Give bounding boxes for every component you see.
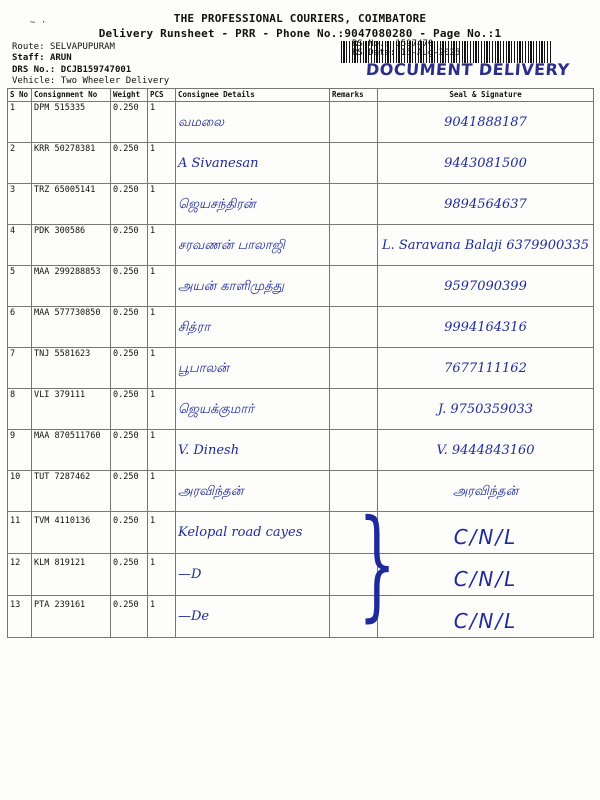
cell-consignment-no: TVM 4110136	[32, 512, 111, 554]
cell-consignment-no: TNJ 5581623	[32, 348, 111, 389]
cell-pcs: 1	[148, 307, 176, 348]
cell-pcs: 1	[148, 102, 176, 143]
drs-line	[12, 65, 131, 75]
cell-consignee	[176, 471, 330, 512]
cell-remarks	[330, 348, 378, 389]
cell-consignment-no: MAA 299288853	[32, 266, 111, 307]
cell-signature	[378, 348, 594, 389]
cell-sno: 3	[8, 184, 32, 225]
cell-consignment-no: DPM 515335	[32, 102, 111, 143]
table-header-row	[8, 89, 594, 102]
cell-consignee	[176, 143, 330, 184]
cell-consignment-no: KLM 819121	[32, 554, 111, 596]
cell-sno: 13	[8, 596, 32, 638]
table-row	[8, 143, 594, 184]
cell-remarks	[330, 430, 378, 471]
cell-signature	[378, 266, 594, 307]
cell-weight: 0.250	[111, 102, 148, 143]
cell-signature	[378, 389, 594, 430]
cell-weight: 0.250	[111, 184, 148, 225]
handwritten-consignee: அயன் காளிமுத்து	[178, 279, 284, 294]
cell-consignee	[176, 225, 330, 266]
table-row	[8, 184, 594, 225]
cell-pcs: 1	[148, 143, 176, 184]
handwritten-signature: 9894564637	[444, 197, 527, 212]
cell-pcs: 1	[148, 184, 176, 225]
handwritten-signature: J. 9750359033	[437, 402, 534, 417]
cell-signature	[378, 307, 594, 348]
table-row	[8, 102, 594, 143]
table-row	[8, 512, 594, 554]
cell-sno: 1	[8, 102, 32, 143]
cell-pcs: 1	[148, 225, 176, 266]
route-line	[12, 42, 115, 52]
table-row	[8, 389, 594, 430]
handwritten-consignee: Kelopal road cayes	[178, 525, 303, 540]
cell-signature	[378, 554, 594, 596]
cell-remarks	[330, 102, 378, 143]
handwritten-consignee: ஜெயசந்திரன்	[178, 197, 256, 212]
cell-signature	[378, 471, 594, 512]
cell-weight: 0.250	[111, 430, 148, 471]
route-label: Route:	[12, 42, 45, 52]
cell-weight: 0.250	[111, 225, 148, 266]
col-remarks: Remarks	[330, 89, 378, 102]
cell-pcs: 1	[148, 596, 176, 638]
drs-label: DRS No.:	[12, 65, 56, 75]
handwritten-consignee: அரவிந்தன்	[178, 484, 244, 499]
cell-consignee	[176, 512, 330, 554]
handwritten-signature: C/N/L	[453, 525, 518, 549]
col-consignee: Consignee Details	[176, 89, 330, 102]
handwritten-consignee: —D	[178, 567, 202, 582]
table-row	[8, 266, 594, 307]
col-seal-signature: Seal & Signature	[378, 89, 594, 102]
handwritten-consignee: —De	[178, 609, 210, 624]
rs-no-label: RS No.:	[352, 39, 390, 49]
cell-weight: 0.250	[111, 348, 148, 389]
rs-no-value: 1597470	[395, 39, 434, 49]
handwritten-signature: C/N/L	[453, 609, 518, 633]
table-row	[8, 471, 594, 512]
handwritten-signature: V. 9444843160	[436, 443, 535, 458]
handwritten-consignee: ஜெயக்குமார்	[178, 402, 254, 417]
cell-sno: 12	[8, 554, 32, 596]
cell-sno: 9	[8, 430, 32, 471]
handwritten-consignee: A Sivanesan	[178, 156, 259, 171]
handwritten-signature: 7677111162	[444, 361, 527, 376]
handwritten-signature: L. Saravana Balaji 6379900335	[381, 238, 590, 253]
cell-remarks	[330, 266, 378, 307]
table-row	[8, 430, 594, 471]
table-row	[8, 596, 594, 638]
cell-remarks	[330, 389, 378, 430]
cell-sno: 6	[8, 307, 32, 348]
cell-consignee	[176, 102, 330, 143]
staff-value: ARUN	[49, 53, 72, 63]
handwritten-signature: C/N/L	[453, 567, 518, 591]
cell-sno: 10	[8, 471, 32, 512]
cell-consignment-no: MAA 577730850	[32, 307, 111, 348]
cell-sno: 2	[8, 143, 32, 184]
cell-sno: 4	[8, 225, 32, 266]
handwritten-signature: அரவிந்தன்	[452, 484, 519, 499]
rs-date-label: RS Date:	[352, 48, 396, 58]
cell-consignee	[176, 348, 330, 389]
cell-consignment-no: PTA 239161	[32, 596, 111, 638]
rs-date-line	[352, 48, 460, 58]
cell-weight: 0.250	[111, 266, 148, 307]
vehicle-line	[12, 76, 169, 86]
cell-remarks	[330, 184, 378, 225]
cell-consignment-no: TRZ 65005141	[32, 184, 111, 225]
cell-consignment-no: TUT 7287462	[32, 471, 111, 512]
document-delivery-stamp: DOCUMENT DELIVERY	[365, 60, 571, 79]
col-pcs: PCS	[148, 89, 176, 102]
cell-weight: 0.250	[111, 471, 148, 512]
col-weight: Weight	[111, 89, 148, 102]
cell-pcs: 1	[148, 554, 176, 596]
cell-consignee	[176, 266, 330, 307]
cell-weight: 0.250	[111, 512, 148, 554]
cell-remarks	[330, 307, 378, 348]
cell-consignee	[176, 184, 330, 225]
cell-signature	[378, 596, 594, 638]
col-sno: S No	[8, 89, 32, 102]
curly-brace-mark: }	[358, 495, 397, 634]
col-consignment: Consignment No	[32, 89, 111, 102]
cell-weight: 0.250	[111, 389, 148, 430]
cell-consignee	[176, 389, 330, 430]
corner-mark: ~ ·	[30, 18, 47, 28]
cell-weight: 0.250	[111, 307, 148, 348]
handwritten-signature: 9994164316	[444, 320, 527, 335]
cell-consignment-no: PDK 300586	[32, 225, 111, 266]
cell-consignee	[176, 554, 330, 596]
staff-line	[12, 53, 72, 63]
cell-sno: 5	[8, 266, 32, 307]
handwritten-consignee: சரவணன் பாலாஜி	[178, 238, 285, 253]
route-value: SELVAPUPURAM	[49, 42, 115, 52]
cell-consignee	[176, 307, 330, 348]
cell-sno: 7	[8, 348, 32, 389]
cell-weight: 0.250	[111, 554, 148, 596]
cell-consignment-no: VLI 379111	[32, 389, 111, 430]
vehicle-label: Vehicle:	[12, 76, 56, 86]
table-row	[8, 348, 594, 389]
cell-pcs: 1	[148, 430, 176, 471]
handwritten-signature: 9443081500	[444, 156, 527, 171]
cell-sno: 11	[8, 512, 32, 554]
handwritten-consignee: வமலை	[178, 115, 224, 130]
cell-pcs: 1	[148, 471, 176, 512]
cell-signature	[378, 143, 594, 184]
cell-pcs: 1	[148, 266, 176, 307]
cell-remarks	[330, 143, 378, 184]
cell-consignment-no: MAA 870511760	[32, 430, 111, 471]
staff-label: Staff:	[12, 53, 45, 63]
cell-signature	[378, 184, 594, 225]
handwritten-consignee: V. Dinesh	[178, 443, 240, 458]
handwritten-signature: 9041888187	[444, 115, 527, 130]
cell-sno: 8	[8, 389, 32, 430]
cell-pcs: 1	[148, 512, 176, 554]
cell-consignment-no: KRR 50278381	[32, 143, 111, 184]
cell-weight: 0.250	[111, 143, 148, 184]
vehicle-value: Two Wheeler Delivery	[60, 76, 170, 86]
table-row	[8, 554, 594, 596]
handwritten-consignee: பூபாலன்	[178, 361, 229, 376]
cell-remarks	[330, 225, 378, 266]
cell-consignee	[176, 430, 330, 471]
cell-signature	[378, 512, 594, 554]
cell-signature	[378, 102, 594, 143]
cell-weight: 0.250	[111, 596, 148, 638]
handwritten-signature: 9597090399	[444, 279, 527, 294]
table-row	[8, 307, 594, 348]
cell-signature	[378, 225, 594, 266]
runsheet-table	[7, 88, 594, 638]
handwritten-consignee: சித்ரா	[178, 320, 211, 335]
drs-value: DCJB159747001	[60, 65, 132, 75]
cell-pcs: 1	[148, 389, 176, 430]
cell-signature	[378, 430, 594, 471]
rs-date-value: 15-Aug-2025	[400, 48, 461, 58]
cell-pcs: 1	[148, 348, 176, 389]
company-title: THE PROFESSIONAL COURIERS, COIMBATORE	[173, 12, 427, 25]
runsheet-title: Delivery Runsheet - PRR - Phone No.:9047080280 - Page No.:1	[98, 27, 502, 40]
cell-consignee	[176, 596, 330, 638]
table-row	[8, 225, 594, 266]
